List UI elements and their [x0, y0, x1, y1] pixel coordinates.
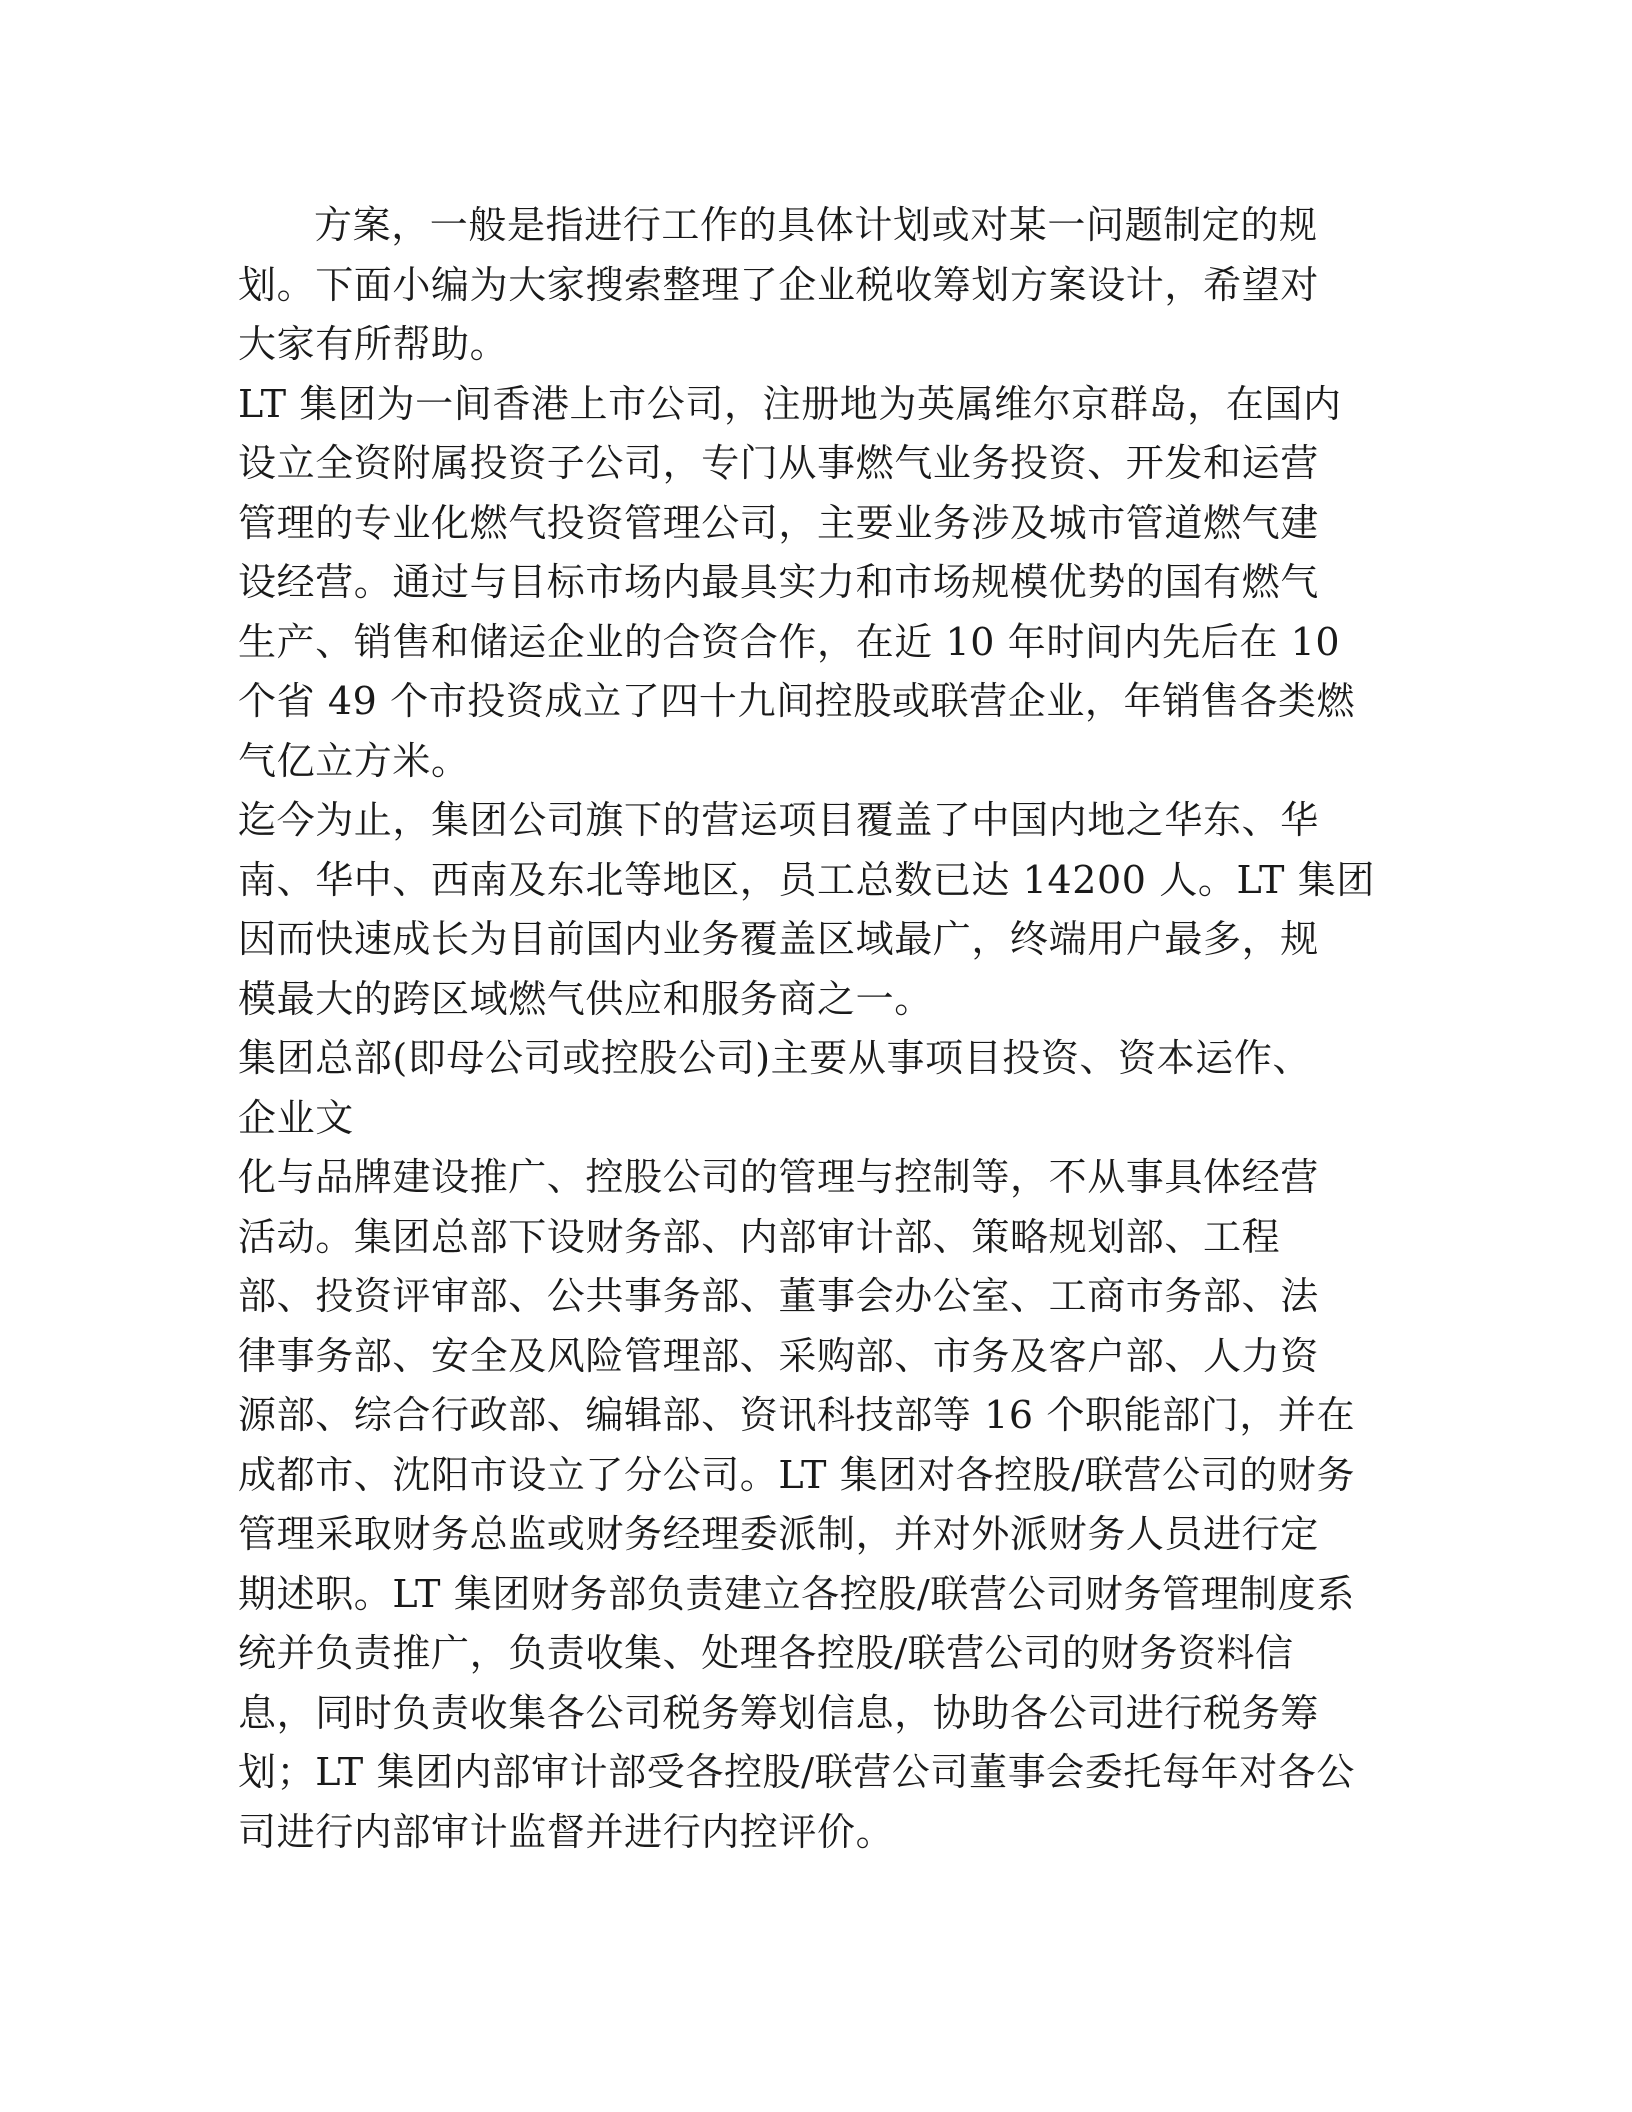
text-line: 司进行内部审计监督并进行内控评价。	[238, 1809, 895, 1854]
text-line: 企业文	[238, 1095, 354, 1140]
text-line: 气亿立方米。	[238, 738, 470, 783]
text-line: 化与品牌建设推广、控股公司的管理与控制等，不从事具体经营	[238, 1155, 1319, 1199]
text-line: LT 集团为一间香港上市公司，注册地为英属维尔京群岛，在国内	[238, 381, 1342, 426]
text-line: 划；LT 集团内部审计部受各控股/联营公司董事会委托每年对各公	[238, 1750, 1355, 1794]
text-line: 划。下面小编为大家搜索整理了企业税收筹划方案设计，希望对	[238, 262, 1319, 307]
text-line: 南、华中、西南及东北等地区，员工总数已达 14200 人。LT 集团	[238, 857, 1376, 902]
text-line: 期述职。LT 集团财务部负责建立各控股/联营公司财务管理制度系	[238, 1571, 1355, 1616]
text-line: 律事务部、安全及风险管理部、采购部、市务及客户部、人力资	[238, 1333, 1319, 1378]
text-line: 成都市、沈阳市设立了分公司。LT 集团对各控股/联营公司的财务	[238, 1452, 1355, 1497]
text-line: 迄今为止，集团公司旗下的营运项目覆盖了中国内地之华东、华	[238, 798, 1319, 842]
text-line: 因而快速成长为目前国内业务覆盖区域最广，终端用户最多，规	[238, 917, 1319, 961]
text-line: 集团总部(即母公司或控股公司)主要从事项目投资、资本运作、	[238, 1036, 1312, 1080]
text-line: 息，同时负责收集各公司税务筹划信息，协助各公司进行税务筹	[238, 1690, 1319, 1735]
text-line: 管理采取财务总监或财务经理委派制，并对外派财务人员进行定	[238, 1512, 1319, 1556]
text-line: 方案，一般是指进行工作的具体计划或对某一问题制定的规	[314, 203, 1318, 247]
text-line: 设经营。通过与目标市场内最具实力和市场规模优势的国有燃气	[238, 560, 1319, 604]
text-line: 管理的专业化燃气投资管理公司，主要业务涉及城市管道燃气建	[238, 500, 1319, 545]
text-line: 大家有所帮助。	[238, 322, 509, 366]
text-line: 个省 49 个市投资成立了四十九间控股或联营企业，年销售各类燃	[238, 679, 1356, 723]
text-line: 源部、综合行政部、编辑部、资讯科技部等 16 个职能部门，并在	[238, 1393, 1356, 1437]
text-line: 部、投资评审部、公共事务部、董事会办公室、工商市务部、法	[238, 1274, 1319, 1318]
text-line: 统并负责推广，负责收集、处理各控股/联营公司的财务资料信	[238, 1631, 1294, 1675]
text-line: 设立全资附属投资子公司，专门从事燃气业务投资、开发和运营	[238, 441, 1319, 485]
text-line: 生产、销售和储运企业的合资合作，在近 10 年时间内先后在 10	[238, 619, 1341, 664]
document-body	[238, 196, 1438, 1862]
text-line: 模最大的跨区域燃气供应和服务商之一。	[238, 976, 933, 1021]
text-line: 活动。集团总部下设财务部、内部审计部、策略规划部、工程	[238, 1214, 1281, 1259]
